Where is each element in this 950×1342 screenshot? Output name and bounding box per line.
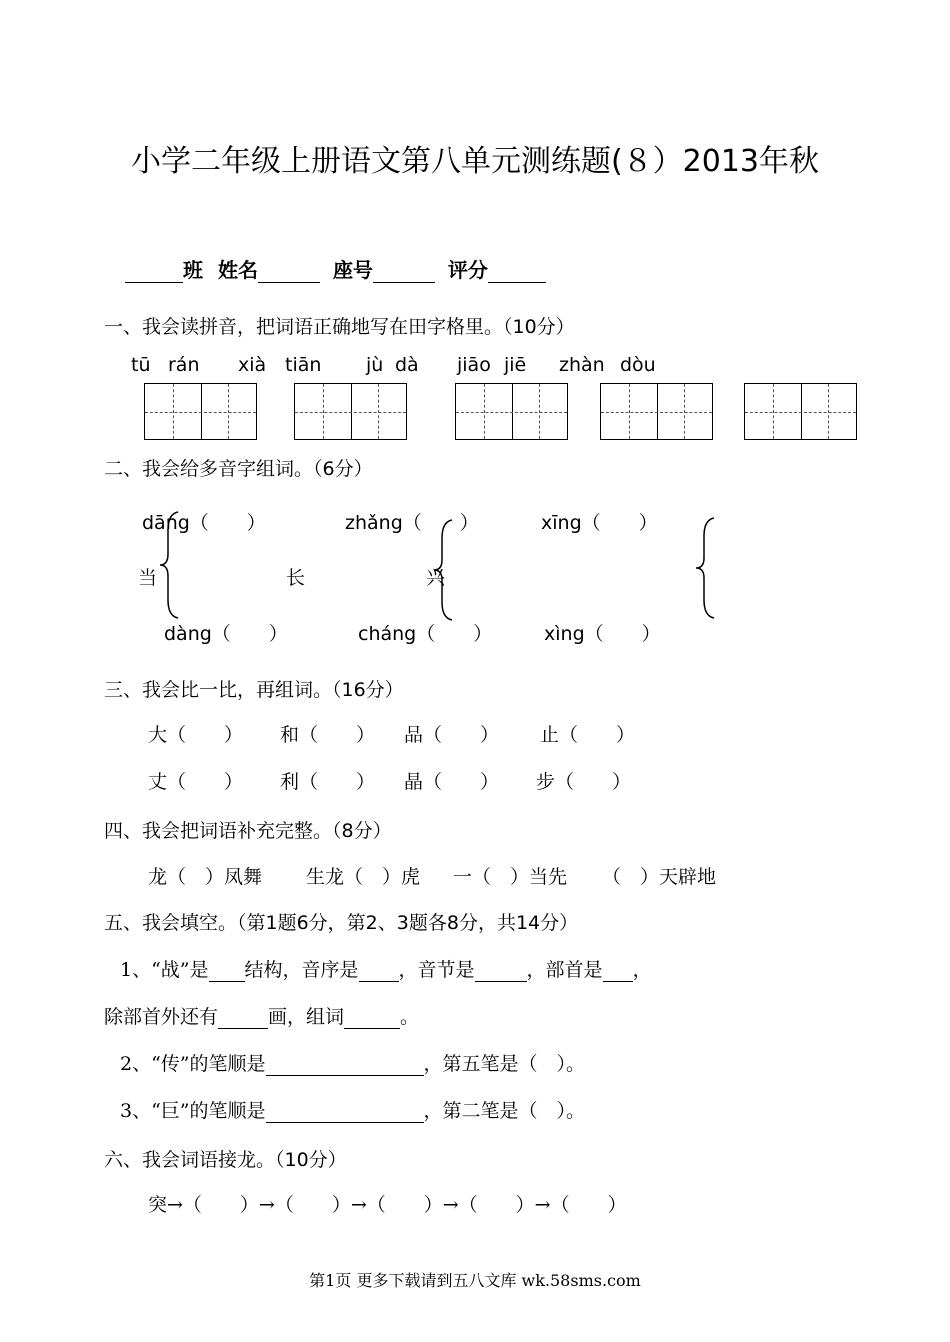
fill-question-2: 2、“传”的笔顺是 ，第五笔是（ ）。 <box>120 1053 586 1075</box>
section-5-heading: 五、我会填空。（第1题6分，第2、3题各8分，共14分） <box>104 912 579 934</box>
compare-item: 利（ ） <box>280 771 376 793</box>
polyphone-3-reading-2: xìng（ ） <box>544 623 661 645</box>
tianzige-box-1[interactable] <box>144 383 257 440</box>
section-6-heading: 六、我会词语接龙。（10分） <box>104 1149 347 1171</box>
pinyin-4: tiān <box>285 354 322 376</box>
section-2-heading: 二、我会给多音字组词。（6分） <box>104 458 373 480</box>
blank[interactable] <box>359 961 399 982</box>
section-4-heading: 四、我会把词语补充完整。（8分） <box>104 820 392 842</box>
pinyin-3: xià <box>238 354 267 376</box>
page-footer: 第1页 更多下载请到五八文库 wk.58sms.com <box>309 1271 641 1290</box>
tianzige-box-4[interactable] <box>600 383 713 440</box>
page-title: 小学二年级上册语文第八单元测练题(８）2013年秋 <box>130 144 820 179</box>
compare-item: 晶（ ） <box>404 771 500 793</box>
brace-1 <box>158 510 180 620</box>
pinyin-2: rán <box>168 354 200 376</box>
tianzige-box-3[interactable] <box>455 383 568 440</box>
class-label: 班 <box>183 258 203 282</box>
idiom-item: （ ）天辟地 <box>602 866 717 888</box>
polyphone-1-reading-2: dàng（ ） <box>164 623 288 645</box>
pinyin-5: jù <box>366 354 384 376</box>
fill-question-1-line-2: 除部首外还有 画，组词 。 <box>104 1006 420 1028</box>
fill-question-1-line-1: 1、“战”是 结构，音序是 ，音节是 ，部首是 ， <box>120 959 652 981</box>
polyphone-3-reading-1: xīng（ ） <box>541 512 658 534</box>
seat-blank[interactable] <box>373 260 435 283</box>
compare-item: 步（ ） <box>536 771 632 793</box>
pinyin-9: zhàn <box>559 354 605 376</box>
section-1-heading: 一、我会读拼音，把词语正确地写在田字格里。（10分） <box>104 316 575 338</box>
blank[interactable] <box>266 1055 424 1076</box>
name-label: 姓名 <box>217 258 258 282</box>
pinyin-6: dà <box>395 354 419 376</box>
compare-item: 大（ ） <box>148 724 244 746</box>
student-info-line <box>125 254 546 283</box>
idiom-item: 生龙（ ）虎 <box>306 866 421 888</box>
polyphone-2-reading-2: cháng（ ） <box>358 623 493 645</box>
pinyin-1: tū <box>131 354 151 376</box>
blank[interactable] <box>218 1008 268 1029</box>
blank[interactable] <box>475 961 527 982</box>
blank[interactable] <box>209 961 245 982</box>
polyphone-1-reading-1: dāng（ ） <box>142 512 266 534</box>
polyphone-char-3: 兴 <box>426 567 446 589</box>
polyphone-char-2: 长 <box>286 567 306 589</box>
idiom-item: 龙（ ）凤舞 <box>148 866 263 888</box>
polyphone-char-1: 当 <box>138 567 158 589</box>
blank[interactable] <box>344 1008 400 1029</box>
tianzige-box-2[interactable] <box>294 383 407 440</box>
compare-item: 和（ ） <box>280 724 376 746</box>
score-blank[interactable] <box>488 260 546 283</box>
pinyin-7: jiāo <box>457 354 491 376</box>
compare-item: 品（ ） <box>404 724 500 746</box>
idiom-item: 一（ ）当先 <box>453 866 568 888</box>
name-blank[interactable] <box>258 260 320 283</box>
brace-3 <box>694 516 716 620</box>
pinyin-8: jiē <box>504 354 527 376</box>
score-label: 评分 <box>447 258 488 282</box>
compare-item: 丈（ ） <box>148 771 244 793</box>
polyphone-2-reading-1: zhǎng（ ） <box>345 512 479 534</box>
class-blank[interactable] <box>125 260 183 283</box>
pinyin-10: dòu <box>620 354 656 376</box>
blank[interactable] <box>603 961 633 982</box>
fill-question-3: 3、“巨”的笔顺是 ，第二笔是（ ）。 <box>120 1100 586 1122</box>
seat-label: 座号 <box>332 258 373 282</box>
compare-item: 止（ ） <box>540 724 636 746</box>
blank[interactable] <box>266 1102 424 1123</box>
word-chain: 突→（ ）→（ ）→（ ）→（ ）→（ ） <box>148 1194 627 1216</box>
brace-2 <box>432 518 454 622</box>
section-3-heading: 三、我会比一比，再组词。（16分） <box>104 679 404 701</box>
tianzige-box-5[interactable] <box>744 383 857 440</box>
